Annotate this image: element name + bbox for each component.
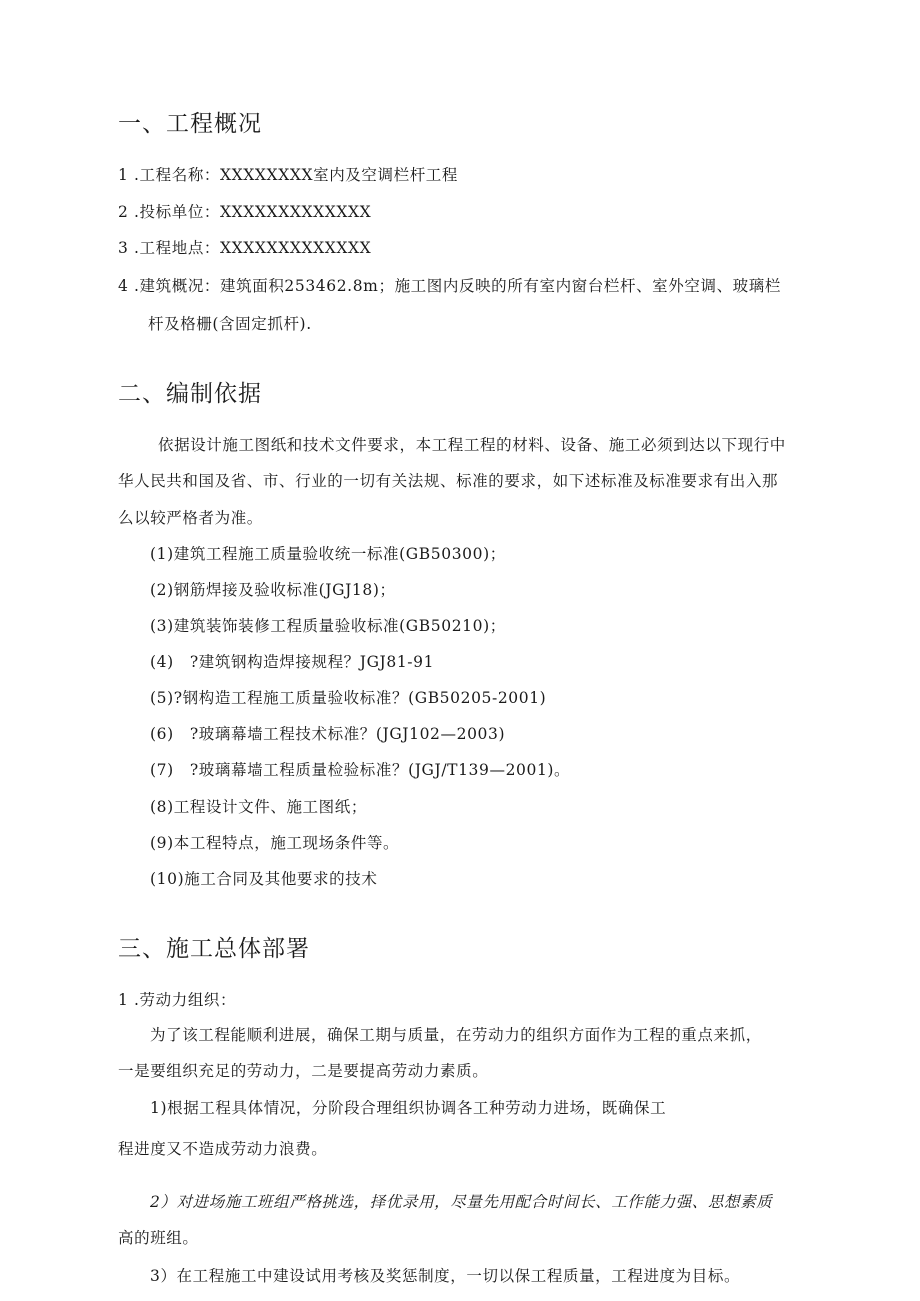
paragraph-line: 杆及格栅(含固定抓杆).: [148, 315, 312, 333]
section-heading-deployment: 三、施工总体部署: [118, 936, 310, 962]
list-item: (6) ?玻璃幕墙工程技术标准？(JGJ102—2003): [150, 725, 506, 743]
list-item: (8)工程设计文件、施工图纸；: [150, 798, 367, 816]
list-item: (4) ?建筑钢构造焊接规程？JGJ81-91: [150, 653, 435, 671]
list-item: (5)?钢构造工程施工质量验收标准？(GB50205-2001): [150, 689, 547, 707]
list-item: (10)施工合同及其他要求的技术: [150, 870, 378, 888]
paragraph-line: 4 .建筑概况：建筑面积253462.8m；施工图内反映的所有室内窗台栏杆、室外空调、玻璃栏: [118, 277, 781, 295]
section-heading-overview: 一、工程概况: [118, 111, 262, 137]
paragraph-line: 华人民共和国及省、市、行业的一切有关法规、标准的要求，如下述标准及标准要求有出入那: [118, 472, 779, 490]
paragraph-line: 么以较严格者为准。: [118, 509, 263, 527]
paragraph-line: 1 .劳动力组织：: [118, 991, 237, 1009]
list-item: 3）在工程施工中建设试用考核及奖惩制度，一切以保工程质量，工程进度为目标。: [150, 1267, 741, 1285]
paragraph-line: 3 .工程地点：XXXXXXXXXXXXX: [118, 239, 372, 257]
list-item: (1)建筑工程施工质量验收统一标准(GB50300)；: [150, 545, 506, 563]
list-item: (7) ?玻璃幕墙工程质量检验标准？(JGJ/T139—2001)。: [150, 761, 571, 779]
paragraph-line: 1 .工程名称：XXXXXXXX室内及空调栏杆工程: [118, 166, 458, 184]
paragraph-line: 为了该工程能顺利进展，确保工期与质量，在劳动力的组织方面作为工程的重点来抓，: [150, 1026, 762, 1044]
list-item: (2)钢筋焊接及验收标准(JGJ18)；: [150, 581, 396, 599]
paragraph-line: 依据设计施工图纸和技术文件要求，本工程工程的材料、设备、施工必须到达以下现行中: [158, 436, 786, 454]
paragraph-line: 高的班组。: [118, 1229, 199, 1247]
section-heading-basis: 二、编制依据: [118, 381, 262, 407]
paragraph-line: 2 .投标单位：XXXXXXXXXXXXX: [118, 203, 372, 221]
paragraph-line: 程进度又不造成劳动力浪费。: [118, 1140, 328, 1158]
list-item: (3)建筑装饰装修工程质量验收标准(GB50210)；: [150, 617, 506, 635]
paragraph-line: 一是要组织充足的劳动力，二是要提高劳动力素质。: [118, 1062, 489, 1080]
list-item: 1)根据工程具体情况，分阶段合理组织协调各工种劳动力进场，既确保工: [150, 1099, 667, 1117]
list-item: (9)本工程特点，施工现场条件等。: [150, 834, 400, 852]
list-item: 2）对进场施工班组严格挑选，择优录用，尽量先用配合时间长、工作能力强、思想素质: [150, 1193, 773, 1211]
